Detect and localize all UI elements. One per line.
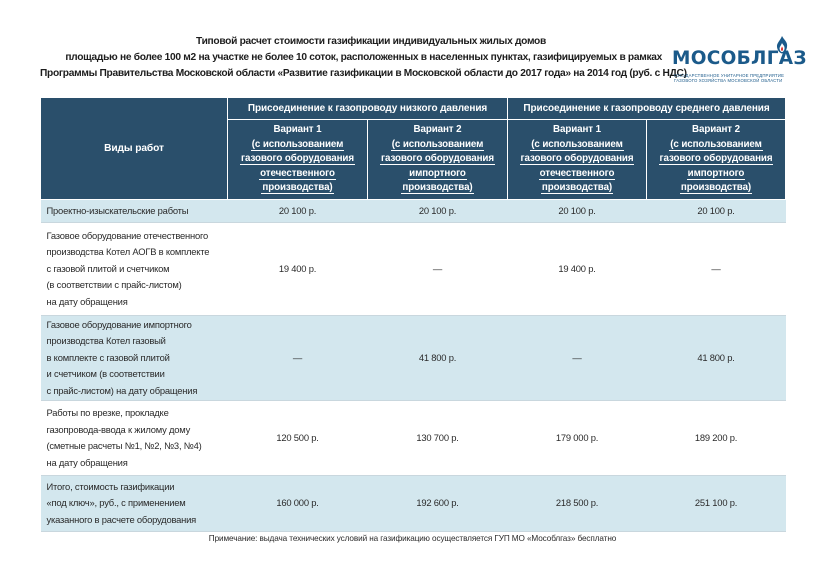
cost-cell: 251 100 р. xyxy=(647,476,786,532)
table-row xyxy=(41,223,786,316)
cost-cell: 20 100 р. xyxy=(508,200,647,223)
title-line-3: Программы Правительства Московской области «Развитие газификации в Московской области до 2017 года» на 2014 год (руб. с НДС) xyxy=(40,68,687,79)
cost-cell: 20 100 р. xyxy=(647,200,786,223)
work-type-cell: Итого, стоимость газификации «под ключ», руб., с применением указанного в расчете оборудования xyxy=(41,476,228,532)
work-type-cell: Газовое оборудование отечественного производства Котел АОГВ в комплекте с газовой плитой и счетчиком (в соответствии с прайс-листом) на дату обращения xyxy=(41,223,228,316)
table-row xyxy=(41,200,786,223)
cost-cell: 218 500 р. xyxy=(508,476,647,532)
cost-cell: — xyxy=(647,223,786,316)
table-row xyxy=(41,316,786,401)
low-pressure-group-header: Присоединение к газопроводу низкого давления xyxy=(228,98,508,120)
variant-header: Вариант 1 (с использованием газового оборудования отечественного производства) xyxy=(228,120,368,200)
logo-wordmark: МОСОБЛГАЗ xyxy=(672,48,807,69)
work-type-cell: Газовое оборудование импортного производства Котел газовый в комплекте с газовой плитой и счетчиком (в соответствии с прайс-листом) на дату обращения xyxy=(41,316,228,401)
cost-table xyxy=(40,97,786,532)
medium-pressure-group-header: Присоединение к газопроводу среднего давления xyxy=(508,98,786,120)
variant-header: Вариант 2 (с использованием газового оборудования импортного производства) xyxy=(368,120,508,200)
cost-cell: 130 700 р. xyxy=(368,401,508,476)
variant-header: Вариант 1 (с использованием газового оборудования отечественного производства) xyxy=(508,120,647,200)
cost-cell: 120 500 р. xyxy=(228,401,368,476)
logo-subtitle: ГОСУДАРСТВЕННОЕ УНИТАРНОЕ ПРЕДПРИЯТИЕ ГАЗОВОГО ХОЗЯЙСТВА МОСКОВСКОЙ ОБЛАСТИ xyxy=(674,73,785,83)
cost-cell: 179 000 р. xyxy=(508,401,647,476)
work-type-cell: Работы по врезке, прокладке газопровода-ввода к жилому дому (сметные расчеты №1, №2, №3, №4) на дату обращения xyxy=(41,401,228,476)
title-line-1: Типовой расчет стоимости газификации индивидуальных жилых домов xyxy=(196,36,546,47)
document-title xyxy=(40,34,687,82)
cost-cell: 20 100 р. xyxy=(368,200,508,223)
cost-cell: 19 400 р. xyxy=(508,223,647,316)
table-row xyxy=(41,476,786,532)
cost-cell: — xyxy=(368,223,508,316)
cost-cell: — xyxy=(508,316,647,401)
cost-cell: 41 800 р. xyxy=(368,316,508,401)
variant-header: Вариант 2 (с использованием газового оборудования импортного производства) xyxy=(647,120,786,200)
mosoblgaz-logo xyxy=(672,36,807,88)
cost-cell: 160 000 р. xyxy=(228,476,368,532)
table-row xyxy=(41,401,786,476)
title-line-2: площадью не более 100 м2 на участке не более 10 соток, расположенных в населенных пунктах, газифицируемых в рамках xyxy=(65,52,662,63)
cost-cell: 19 400 р. xyxy=(228,223,368,316)
cost-cell: 41 800 р. xyxy=(647,316,786,401)
footnote: Примечание: выдача технических условий на газификацию осуществляется ГУП МО «Мособлгаз» бесплатно xyxy=(208,534,617,543)
cost-cell: 192 600 р. xyxy=(368,476,508,532)
cost-cell: 20 100 р. xyxy=(228,200,368,223)
cost-cell: — xyxy=(228,316,368,401)
works-header: Виды работ xyxy=(41,98,228,200)
work-type-cell: Проектно-изыскательские работы xyxy=(41,200,228,223)
cost-cell: 189 200 р. xyxy=(647,401,786,476)
